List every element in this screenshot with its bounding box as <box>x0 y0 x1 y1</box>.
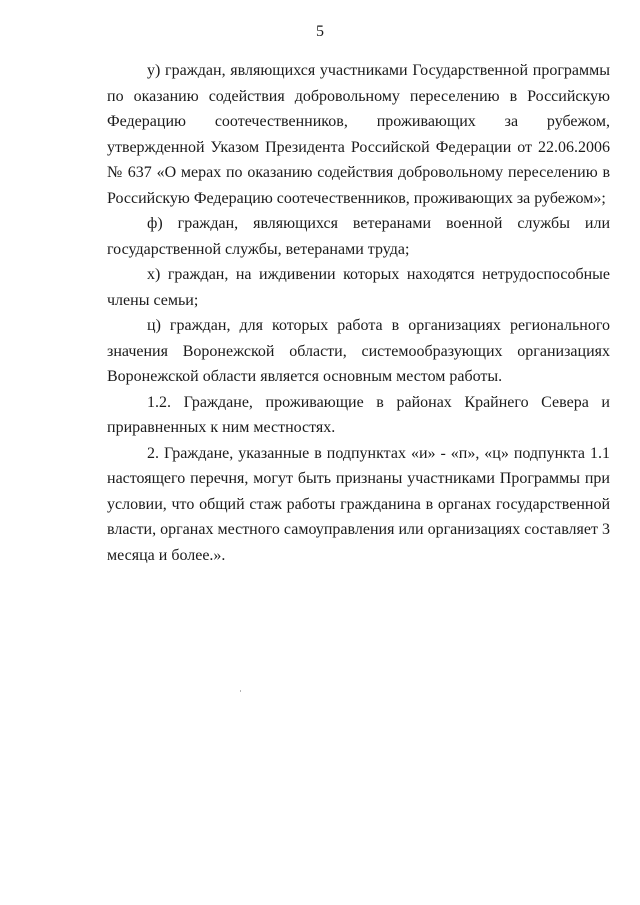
paragraph-kh: х) граждан, на иждивении которых находятся нетрудоспособные члены семьи; <box>107 266 610 309</box>
page-number: 5 <box>316 23 324 40</box>
document-body <box>107 58 610 568</box>
paragraph-u: у) граждан, являющихся участниками Государственной программы по оказанию содействия добровольному переселению в Российскую Федерацию соотечественников, проживающих за рубежом, утвержденной Указом Президента Российской Федерации от 22.06.2006 № 637 «О мерах по оказанию содействия добровольному переселению в Российскую Федерацию соотечественников, проживающих за рубежом»; <box>107 62 610 207</box>
paragraph-ts: ц) граждан, для которых работа в организациях регионального значения Воронежской области, системообразующих организациях Воронежской области является основным местом работы. <box>107 317 610 385</box>
paragraph-1-2: 1.2. Граждане, проживающие в районах Крайнего Севера и приравненных к ним местностях. <box>107 393 610 436</box>
paragraph-2: 2. Граждане, указанные в подпунктах «и» - «п», «ц» подпункта 1.1 настоящего перечня, могут быть признаны участниками Программы при условии, что общий стаж работы гражданина в органах государственной власти, органах местного самоуправления или организациях составляет 3 месяца и более.». <box>107 444 610 564</box>
scan-speck <box>240 690 241 692</box>
paragraph-f: ф) граждан, являющихся ветеранами военной службы или государственной службы, ветеранами труда; <box>107 215 610 258</box>
